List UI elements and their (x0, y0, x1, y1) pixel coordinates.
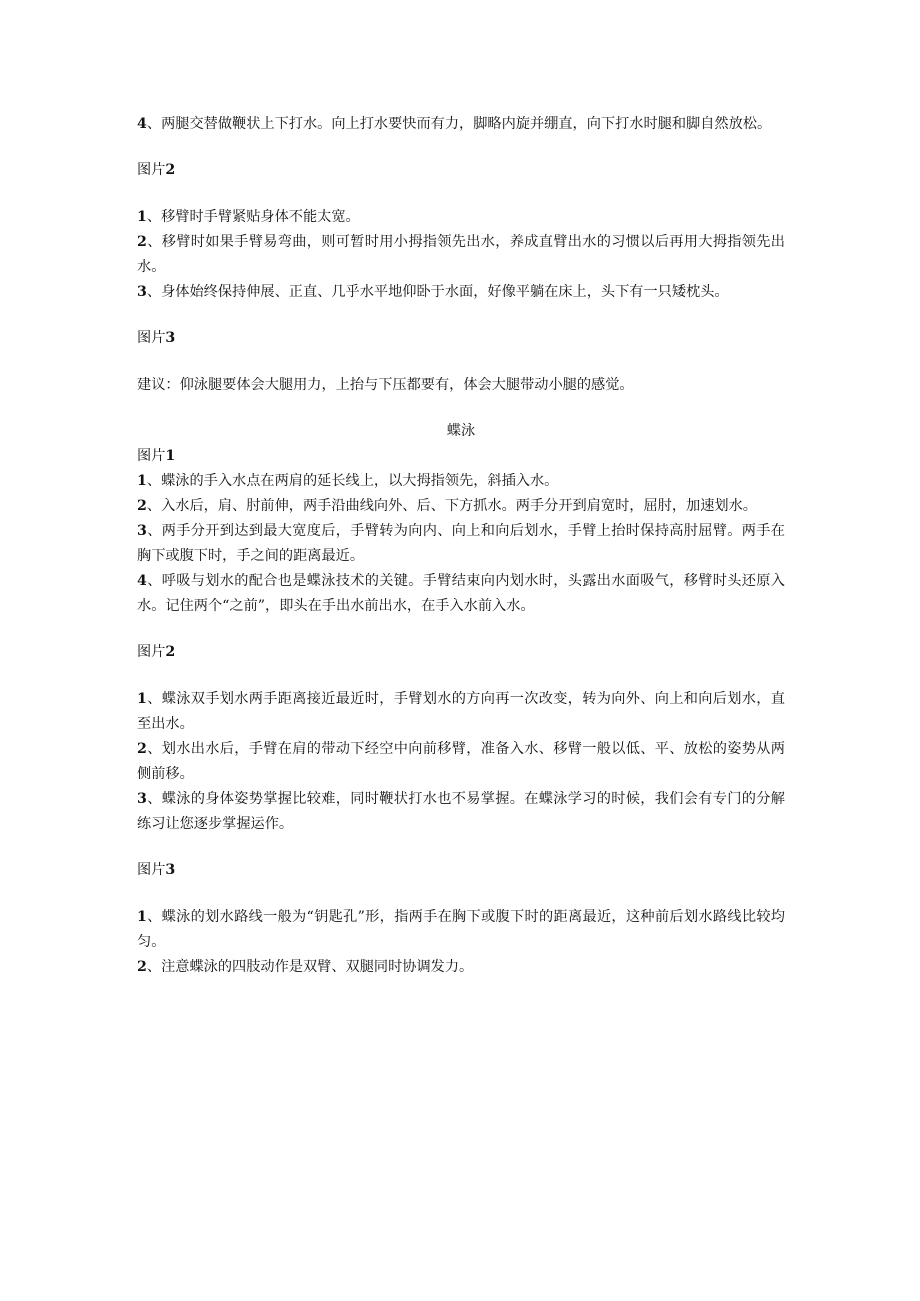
butterfly-fig2-item-1: 1、蝶泳双手划水两手距离接近最近时，手臂划水的方向再一次改变，转为向外、向上和向后划水，直至出水。 (137, 691, 785, 732)
document-page (137, 112, 785, 980)
backstroke-fig2-item-3: 3、身体始终保持伸展、正直、几乎水平地仰卧于水面，好像平躺在床上，头下有一只矮枕头。 (137, 284, 729, 300)
figure-label-backstroke-2: 图片2 (137, 162, 176, 178)
butterfly-fig1-item-1: 1、蝶泳的手入水点在两肩的延长线上，以大拇指领先，斜插入水。 (137, 473, 559, 489)
butterfly-fig1-item-3: 3、两手分开到达到最大宽度后，手臂转为向内、向上和向后划水，手臂上抬时保持高肘屈臂。两手在胸下或腹下时，手之间的距离最近。 (137, 523, 785, 564)
butterfly-fig2-item-3: 3、蝶泳的身体姿势掌握比较难，同时鞭状打水也不易掌握。在蝶泳学习的时候，我们会有专门的分解练习让您逐步掌握运作。 (137, 791, 785, 832)
backstroke-item-4: 4、两腿交替做鞭状上下打水。向上打水要快而有力，脚略内旋并绷直，向下打水时腿和脚自然放松。 (137, 116, 772, 132)
butterfly-fig2-item-2: 2、划水出水后，手臂在肩的带动下经空中向前移臂，准备入水、移臂一般以低、平、放松的姿势从两侧前移。 (137, 741, 785, 782)
backstroke-suggestion: 建议：仰泳腿要体会大腿用力，上抬与下压都要有，体会大腿带动小腿的感觉。 (137, 377, 634, 393)
figure-label-butterfly-3: 图片3 (137, 862, 176, 878)
butterfly-heading: 蝶泳 (446, 423, 476, 439)
butterfly-fig3-item-1: 1、蝶泳的划水路线一般为“钥匙孔”形，指两手在胸下或腹下时的距离最近，这种前后划水路线比较均匀。 (137, 909, 785, 950)
butterfly-fig1-item-2: 2、入水后，肩、肘前伸，两手沿曲线向外、后、下方抓水。两手分开到肩宽时，屈肘，加速划水。 (137, 498, 757, 514)
figure-label-backstroke-3: 图片3 (137, 330, 176, 346)
butterfly-fig3-item-2: 2、注意蝶泳的四肢动作是双臂、双腿同时协调发力。 (137, 959, 474, 975)
backstroke-fig2-item-2: 2、移臂时如果手臂易弯曲，则可暂时用小拇指领先出水，养成直臂出水的习惯以后再用大拇指领先出水。 (137, 234, 785, 275)
backstroke-fig2-item-1: 1、移臂时手臂紧贴身体不能太宽。 (137, 209, 360, 225)
figure-label-butterfly-1: 图片1 (137, 448, 176, 464)
figure-label-butterfly-2: 图片2 (137, 644, 176, 660)
butterfly-fig1-item-4: 4、呼吸与划水的配合也是蝶泳技术的关键。手臂结束向内划水时，头露出水面吸气，移臂时头还原入水。记住两个“之前”，即头在手出水前出水，在手入水前入水。 (137, 573, 785, 614)
